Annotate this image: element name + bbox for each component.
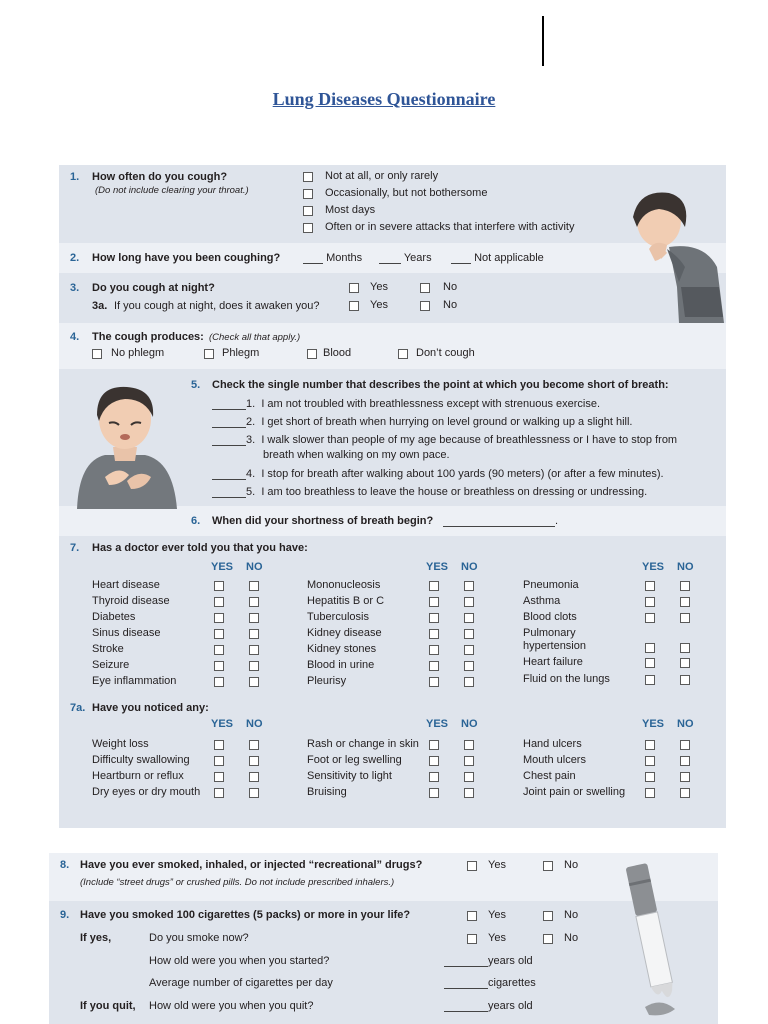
q7-col1-item-2-no-checkbox[interactable] xyxy=(249,597,259,607)
q7-col1-item-4-yes-checkbox[interactable] xyxy=(214,629,224,639)
q7-col2-item-4-label: Kidney disease xyxy=(307,627,382,639)
q4-number: 4. xyxy=(70,331,80,343)
q7a-col2-item-2-no-checkbox[interactable] xyxy=(464,756,474,766)
q7-col2-item-3-yes-checkbox[interactable] xyxy=(429,613,439,623)
q8-yes-label: Yes xyxy=(488,859,506,871)
q7-col3-item-6-yes-checkbox[interactable] xyxy=(645,658,655,668)
q7a-col1-item-3-label: Heartburn or reflux xyxy=(92,770,184,782)
q4-band xyxy=(59,323,726,369)
q5-option-1-number: 1. xyxy=(246,398,256,410)
q7-col2-item-7-label: Pleurisy xyxy=(307,675,347,687)
q1-text: How often do you cough? xyxy=(92,171,228,183)
q2-years-field[interactable] xyxy=(379,252,432,264)
q1-option-4-checkbox[interactable] xyxy=(303,223,313,233)
q7a-col3-item-3-no-checkbox[interactable] xyxy=(680,772,690,782)
q1-note: (Do not include clearing your throat.) xyxy=(95,185,249,196)
q2-na-label: Not applicable xyxy=(474,252,544,264)
q7a-col2-yes-header: YES xyxy=(426,718,449,730)
q9-quit-field[interactable] xyxy=(444,1000,533,1012)
q1-option-3: Most days xyxy=(325,204,376,216)
q7-col3-item-6-no-checkbox[interactable] xyxy=(680,658,690,668)
q7a-col2-item-3-label: Sensitivity to light xyxy=(307,770,392,782)
q7a-col3-item-3-label: Chest pain xyxy=(523,770,576,782)
q7-col3-item-5-yes-checkbox[interactable] xyxy=(645,643,655,653)
q1-number: 1. xyxy=(70,171,80,183)
q7a-col2-item-2-yes-checkbox[interactable] xyxy=(429,756,439,766)
q3a-yes-checkbox[interactable] xyxy=(349,301,359,311)
q7a-col3-item-2-no-checkbox[interactable] xyxy=(680,756,690,766)
q1-option-1: Not at all, or only rarely xyxy=(325,170,439,182)
q5-option-4[interactable] xyxy=(212,468,664,480)
q7-col1-item-3-label: Diabetes xyxy=(92,611,136,623)
q5-option-3[interactable] xyxy=(212,434,677,446)
q7a-col2-item-3-no-checkbox[interactable] xyxy=(464,772,474,782)
breathless-person-illustration xyxy=(69,381,181,509)
q7-col2-item-5-label: Kidney stones xyxy=(307,643,377,655)
q7-col2-item-3-label: Tuberculosis xyxy=(307,611,369,623)
q7a-col3-item-4-label: Joint pain or swelling xyxy=(523,786,626,798)
q5-option-2[interactable] xyxy=(212,416,632,428)
q9-if-quit-label: If you quit, xyxy=(80,1000,136,1012)
q7-col3-no-header: NO xyxy=(677,561,694,573)
q7a-col1-no-header: NO xyxy=(246,718,263,730)
q7-col1-item-6-label: Seizure xyxy=(92,659,130,671)
q7-col3-item-7-no-checkbox[interactable] xyxy=(680,675,690,685)
q9-yes-label: Yes xyxy=(488,909,506,921)
q7a-col3-item-4-yes-checkbox[interactable] xyxy=(645,788,655,798)
q6-end: . xyxy=(555,515,559,527)
q3-no-label: No xyxy=(443,281,458,293)
q7-col2-item-2-no-checkbox[interactable] xyxy=(464,597,474,607)
q7a-col2-item-1-yes-checkbox[interactable] xyxy=(429,740,439,750)
q7-col3-item-1-yes-checkbox[interactable] xyxy=(645,581,655,591)
q9-average-text: Average number of cigarettes per day xyxy=(149,977,333,989)
q7-col1-item-1-yes-checkbox[interactable] xyxy=(214,581,224,591)
q7-col2-item-2-yes-checkbox[interactable] xyxy=(429,597,439,607)
q9-started-unit: years old xyxy=(488,955,533,967)
q3-number: 3. xyxy=(70,282,80,294)
q7-col3-item-7-label: Fluid on the lungs xyxy=(523,673,610,685)
q4-dont-cough-checkbox[interactable] xyxy=(398,349,408,359)
q7a-col3-item-2-yes-checkbox[interactable] xyxy=(645,756,655,766)
q7-col2-item-1-no-checkbox[interactable] xyxy=(464,581,474,591)
q5-option-3-text: I walk slower than people of my age because of breathlessness or I have to stop from xyxy=(261,434,678,446)
q7-col1-item-2-yes-checkbox[interactable] xyxy=(214,597,224,607)
q7-col3-item-2-yes-checkbox[interactable] xyxy=(645,597,655,607)
q8-no-label: No xyxy=(564,859,579,871)
q7-col1-item-5-yes-checkbox[interactable] xyxy=(214,645,224,655)
q7-col3-yes-header: YES xyxy=(642,561,665,573)
q9-average-field[interactable] xyxy=(444,977,536,989)
q7-col3-item-3-no-checkbox[interactable] xyxy=(680,613,690,623)
q7a-col1-item-1-no-checkbox[interactable] xyxy=(249,740,259,750)
q9-quit-unit: years old xyxy=(488,1000,533,1012)
form-sheet-smoking xyxy=(49,853,718,1024)
q5-option-5[interactable] xyxy=(212,486,647,498)
q7-col1-item-3-yes-checkbox[interactable] xyxy=(214,613,224,623)
q3-text: Do you cough at night? xyxy=(92,282,215,294)
q7-col2-item-6-label: Blood in urine xyxy=(307,659,375,671)
q7a-col2-item-3-yes-checkbox[interactable] xyxy=(429,772,439,782)
q9-if-yes-label: If yes, xyxy=(80,932,112,944)
q7a-col1-item-2-label: Difficulty swallowing xyxy=(92,754,190,766)
q7-col1-item-1-label: Heart disease xyxy=(92,579,160,591)
q7-col2-item-1-label: Mononucleosis xyxy=(307,579,381,591)
q7-col1-item-7-yes-checkbox[interactable] xyxy=(214,677,224,687)
q7a-col2-item-1-label: Rash or change in skin xyxy=(307,738,419,750)
q7a-col1-item-4-no-checkbox[interactable] xyxy=(249,788,259,798)
q7-col1-item-4-label: Sinus disease xyxy=(92,627,161,639)
q7a-col2-item-4-label: Bruising xyxy=(307,786,347,798)
q7-col3-item-2-no-checkbox[interactable] xyxy=(680,597,690,607)
q6-answer-field[interactable] xyxy=(443,515,558,527)
q6-text: When did your shortness of breath begin? xyxy=(212,515,434,527)
q7a-col2-no-header: NO xyxy=(461,718,478,730)
q7-col3-item-1-no-checkbox[interactable] xyxy=(680,581,690,591)
q9-smoke-now-no-checkbox[interactable] xyxy=(543,934,553,944)
q2-years-label: Years xyxy=(403,252,432,264)
q7a-col1-item-1-label: Weight loss xyxy=(92,738,149,750)
q5-option-3-number: 3. xyxy=(246,434,256,446)
q7-col3-item-4-label: Pulmonary xyxy=(523,627,576,639)
q5-option-4-number: 4. xyxy=(246,468,256,480)
q5-option-2-text: I get short of breath when hurrying on level ground or walking up a slight hill. xyxy=(261,416,633,428)
q7-col2-item-7-yes-checkbox[interactable] xyxy=(429,677,439,687)
q9-smoke-now-yes-label: Yes xyxy=(488,932,506,944)
q7-col3-item-6-label: Heart failure xyxy=(523,656,583,668)
q7a-col2-item-1-no-checkbox[interactable] xyxy=(464,740,474,750)
q7a-col3-item-1-no-checkbox[interactable] xyxy=(680,740,690,750)
q7-col1-item-4-no-checkbox[interactable] xyxy=(249,629,259,639)
q3a-number: 3a. xyxy=(92,300,108,312)
q7-col2-item-7-no-checkbox[interactable] xyxy=(464,677,474,687)
q7-col2-item-4-no-checkbox[interactable] xyxy=(464,629,474,639)
q7-col2-item-3-no-checkbox[interactable] xyxy=(464,613,474,623)
q8-number: 8. xyxy=(60,859,70,871)
q7-col2-yes-header: YES xyxy=(426,561,449,573)
q9-yes-checkbox[interactable] xyxy=(467,911,477,921)
q4-no-phlegm-checkbox[interactable] xyxy=(92,349,102,359)
q7-col2-item-5-yes-checkbox[interactable] xyxy=(429,645,439,655)
q9-no-checkbox[interactable] xyxy=(543,911,553,921)
q7-col2-item-6-no-checkbox[interactable] xyxy=(464,661,474,671)
q7a-text: Have you noticed any: xyxy=(92,702,209,714)
q7a-number: 7a. xyxy=(70,702,86,714)
q9-smoke-now-yes-checkbox[interactable] xyxy=(467,934,477,944)
q2-months-label: Months xyxy=(326,252,363,264)
q9-text: Have you smoked 100 cigarettes (5 packs) or more in your life? xyxy=(80,909,411,921)
q7-number: 7. xyxy=(70,542,80,554)
q1-option-1-checkbox[interactable] xyxy=(303,172,313,182)
q7a-col3-item-1-yes-checkbox[interactable] xyxy=(645,740,655,750)
q7a-col1-item-2-no-checkbox[interactable] xyxy=(249,756,259,766)
q1-option-2-checkbox[interactable] xyxy=(303,189,313,199)
q7-col3-item-3-yes-checkbox[interactable] xyxy=(645,613,655,623)
q7-col1-no-header: NO xyxy=(246,561,263,573)
q9-number: 9. xyxy=(60,909,70,921)
q1-option-2: Occasionally, but not bothersome xyxy=(325,187,488,199)
q7-col1-item-2-label: Thyroid disease xyxy=(92,595,170,607)
q7a-col1-item-1-yes-checkbox[interactable] xyxy=(214,740,224,750)
q5-number: 5. xyxy=(191,379,201,391)
q7a-col3-no-header: NO xyxy=(677,718,694,730)
q7a-col3-item-3-yes-checkbox[interactable] xyxy=(645,772,655,782)
q3-yes-checkbox[interactable] xyxy=(349,283,359,293)
q7-col1-yes-header: YES xyxy=(211,561,234,573)
q2-months-field[interactable] xyxy=(303,252,362,264)
q7-col2-item-2-label: Hepatitis B or C xyxy=(307,595,385,607)
q9-smoke-now-no-label: No xyxy=(564,932,579,944)
q5-option-5-text: I am too breathless to leave the house or breathless on dressing or undressing. xyxy=(261,486,648,498)
q7-col2-item-5-no-checkbox[interactable] xyxy=(464,645,474,655)
q7a-col2-item-4-no-checkbox[interactable] xyxy=(464,788,474,798)
q4-note: (Check all that apply.) xyxy=(209,332,301,343)
q8-note: (Include “street drugs” or crushed pills. Do not include prescribed inhalers.) xyxy=(80,877,395,888)
q7a-col1-item-3-yes-checkbox[interactable] xyxy=(214,772,224,782)
q4-phlegm-label: Phlegm xyxy=(222,347,260,359)
q4-blood-label: Blood xyxy=(323,347,352,359)
q7-col1-item-3-no-checkbox[interactable] xyxy=(249,613,259,623)
q7a-col3-item-1-label: Hand ulcers xyxy=(523,738,582,750)
q7-col1-item-1-no-checkbox[interactable] xyxy=(249,581,259,591)
q8-no-checkbox[interactable] xyxy=(543,861,553,871)
q4-text: The cough produces: xyxy=(92,331,204,343)
q9-quit-text: How old were you when you quit? xyxy=(149,1000,314,1012)
q4-blood-checkbox[interactable] xyxy=(307,349,317,359)
q9-no-label: No xyxy=(564,909,579,921)
q4-dont-cough-label: Don’t cough xyxy=(416,347,475,359)
q3-no-checkbox[interactable] xyxy=(420,283,430,293)
q7-col3-item-3-label: Blood clots xyxy=(523,611,577,623)
q2-number: 2. xyxy=(70,252,80,264)
q7a-col1-item-4-label: Dry eyes or dry mouth xyxy=(92,786,201,798)
q7a-col1-item-4-yes-checkbox[interactable] xyxy=(214,788,224,798)
q3a-yes-label: Yes xyxy=(370,299,388,311)
q4-no-phlegm-label: No phlegm xyxy=(111,347,165,359)
q7-col2-item-4-yes-checkbox[interactable] xyxy=(429,629,439,639)
q7-col2-item-6-yes-checkbox[interactable] xyxy=(429,661,439,671)
q9-started-field[interactable] xyxy=(444,955,533,967)
q7a-col3-item-2-label: Mouth ulcers xyxy=(523,754,586,766)
q9-average-unit: cigarettes xyxy=(488,977,536,989)
q7a-col1-item-2-yes-checkbox[interactable] xyxy=(214,756,224,766)
coughing-person-illustration xyxy=(619,187,726,323)
q7a-col1-item-3-no-checkbox[interactable] xyxy=(249,772,259,782)
q3-yes-label: Yes xyxy=(370,281,388,293)
q7-col1-item-7-no-checkbox[interactable] xyxy=(249,677,259,687)
q7-col3-item-7-yes-checkbox[interactable] xyxy=(645,675,655,685)
q7-col1-item-6-yes-checkbox[interactable] xyxy=(214,661,224,671)
q5-option-1[interactable] xyxy=(212,398,600,410)
q7a-col2-item-4-yes-checkbox[interactable] xyxy=(429,788,439,798)
q6-number: 6. xyxy=(191,515,201,527)
q7a-col2-item-2-label: Foot or leg swelling xyxy=(307,754,402,766)
q9-started-text: How old were you when you started? xyxy=(149,955,330,967)
q3a-no-checkbox[interactable] xyxy=(420,301,430,311)
q9-smoke-now-text: Do you smoke now? xyxy=(149,932,249,944)
q7-col2-item-1-yes-checkbox[interactable] xyxy=(429,581,439,591)
q4-phlegm-checkbox[interactable] xyxy=(204,349,214,359)
q5-option-3-text-line2: breath when walking on my own pace. xyxy=(263,449,450,461)
form-sheet-main xyxy=(59,165,726,828)
q2-na-field[interactable] xyxy=(451,252,544,264)
q7-col1-item-7-label: Eye inflammation xyxy=(92,675,177,687)
q7-col1-item-6-no-checkbox[interactable] xyxy=(249,661,259,671)
q2-text: How long have you been coughing? xyxy=(92,252,281,264)
q7-text: Has a doctor ever told you that you have: xyxy=(92,542,308,554)
q1-option-3-checkbox[interactable] xyxy=(303,206,313,216)
q8-yes-checkbox[interactable] xyxy=(467,861,477,871)
q5-option-4-text: I stop for breath after walking about 100 yards (90 meters) (or after a few minutes). xyxy=(261,468,664,480)
q5-option-1-text: I am not troubled with breathlessness except with strenuous exercise. xyxy=(261,398,601,410)
q7-col3-item-5-label: hypertension xyxy=(523,640,586,652)
q7-col3-item-2-label: Asthma xyxy=(523,595,561,607)
q7a-col3-yes-header: YES xyxy=(642,718,665,730)
q1-option-4: Often or in severe attacks that interfere with activity xyxy=(325,221,575,233)
q7-col2-no-header: NO xyxy=(461,561,478,573)
q5-option-2-number: 2. xyxy=(246,416,256,428)
document-title: Lung Diseases Questionnaire xyxy=(272,89,496,109)
q8-text: Have you ever smoked, inhaled, or injected “recreational” drugs? xyxy=(80,859,423,871)
q7-col3-item-1-label: Pneumonia xyxy=(523,579,579,591)
q7-col1-item-5-label: Stroke xyxy=(92,643,124,655)
q3a-no-label: No xyxy=(443,299,458,311)
q7-col3-item-5-no-checkbox[interactable] xyxy=(680,643,690,653)
q5-option-5-number: 5. xyxy=(246,486,256,498)
q7-col1-item-5-no-checkbox[interactable] xyxy=(249,645,259,655)
q7a-col1-yes-header: YES xyxy=(211,718,234,730)
q5-text: Check the single number that describes the point at which you become short of breath: xyxy=(212,379,669,391)
q3a-text: If you cough at night, does it awaken you? xyxy=(114,300,320,312)
text-cursor xyxy=(542,16,544,66)
cigarette-butt-illustration xyxy=(625,859,685,1019)
q7a-col3-item-4-no-checkbox[interactable] xyxy=(680,788,690,798)
